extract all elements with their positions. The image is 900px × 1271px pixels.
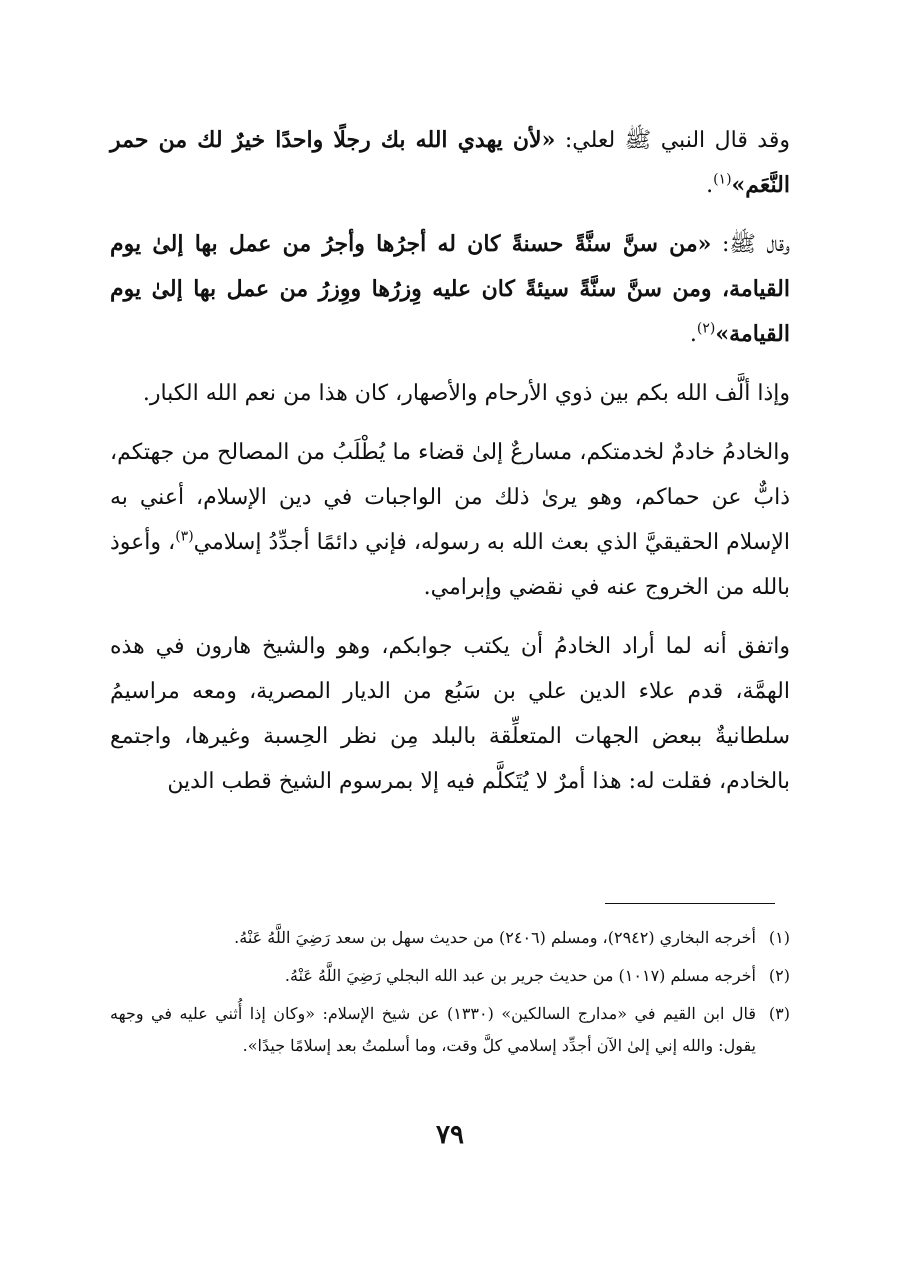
paragraph-4 xyxy=(110,430,790,610)
footnote-number: (٢) xyxy=(768,966,790,985)
footnote-ref-3[interactable]: (٣) xyxy=(175,528,194,545)
paragraph-1 xyxy=(110,118,790,208)
paragraph-5: واتفق أنه لما أراد الخادمُ أن يكتب جوابكم، وهو والشيخ هارون في هذه الهمَّة، قدم علاء الدين علي بن سَبُع من الديار المصرية، ومعه مراسيمُ سلطانيةٌ ببعض الجهات المتعلِّقة بالبلد مِن نظر الحِسبة وغيرها، واجتمع بالخادم، فقلت له: هذا أمرٌ لا يُتَكلَّم فيه إلا بمرسوم الشيخ قطب الدين xyxy=(110,634,790,794)
paragraph-4-text: والخادمُ خادمٌ لخدمتكم، مسارعٌ إلىٰ قضاء ما يُطْلَبُ من المصالح من جهتكم، ذابٌّ عن حماكم، وهو يرىٰ ذلك من الواجبات في دين الإسلام، أعني به الإسلام الحقيقيَّ الذي بعث الله به رسوله، فإني دائمًا أجدِّدُ إسلامي xyxy=(110,440,791,555)
paragraph-2-lead: وقال ﷺ: xyxy=(711,232,790,257)
footnote-text: أخرجه البخاري (٢٩٤٢)، ومسلم (٢٤٠٦) من حديث سهل بن سعد رَضِيَ اللَّهُ عَنْهُ. xyxy=(234,928,756,947)
footnotes xyxy=(110,922,790,1068)
footnote-1 xyxy=(110,922,790,954)
paragraph-3: وإذا ألَّف الله بكم بين ذوي الأرحام والأصهار، كان هذا من نعم الله الكبار. xyxy=(142,381,790,406)
paragraph-1-lead: وقد قال النبي ﷺ لعلي: xyxy=(555,128,791,153)
footnote-number: (١) xyxy=(768,928,790,947)
footnote-text: أخرجه مسلم (١٠١٧) من حديث جرير بن عبد الله البجلي رَضِيَ اللَّهُ عَنْهُ. xyxy=(284,966,756,985)
footnote-divider xyxy=(605,903,775,904)
paragraph-4-end: ، وأعوذ بالله من الخروج عنه في نقضي وإبرامي. xyxy=(110,530,790,600)
footnote-2 xyxy=(110,960,790,992)
main-text xyxy=(110,118,790,818)
footnote-ref-2[interactable]: (٢) xyxy=(696,320,716,337)
hadith-quote-1: «لأن يهدي الله بك رجلًا واحدًا خيرٌ لك من حمر النَّعَم» xyxy=(110,127,790,198)
page-number: ٧٩ xyxy=(436,1120,464,1150)
paragraph-2-end: . xyxy=(689,322,697,347)
footnote-ref-1[interactable]: (١) xyxy=(713,171,732,188)
footnote-3 xyxy=(110,998,790,1062)
paragraph-1-end: . xyxy=(706,173,714,198)
paragraph-2 xyxy=(110,222,790,357)
hadith-quote-2: «من سنَّ سنَّةً حسنةً كان له أجرُها وأجرُ من عمل بها إلىٰ يوم القيامة، ومن سنَّ سنَّةً سيئةً كان عليه وِزرُها ووِزرُ من عمل بها إلىٰ يوم القيامة» xyxy=(110,231,790,347)
footnote-number: (٣) xyxy=(768,1004,790,1023)
footnote-text: قال ابن القيم في «مدارج السالكين» (١٣٣٠) عن شيخ الإسلام: «وكان إذا أُثني عليه في وجهه يقول: والله إني إلىٰ الآن أجدِّد إسلامي كلَّ وقت، وما أسلمتُ بعد إسلامًا جيدًا». xyxy=(110,1004,757,1055)
